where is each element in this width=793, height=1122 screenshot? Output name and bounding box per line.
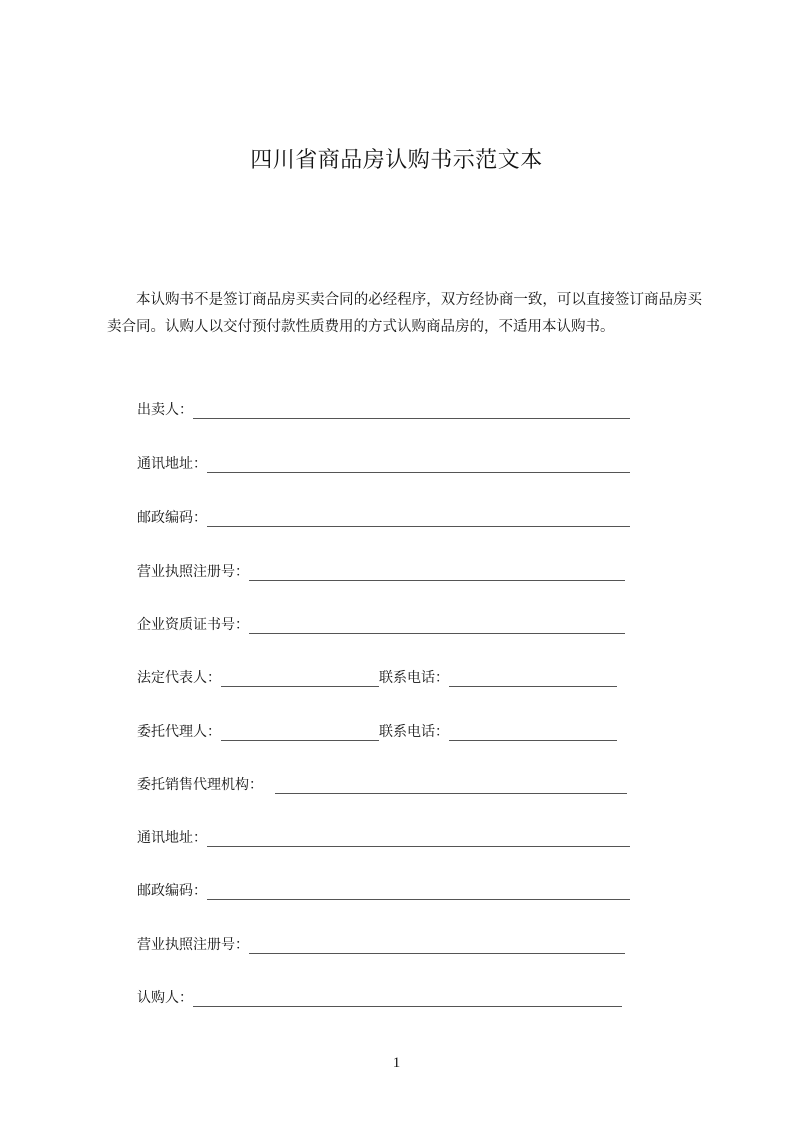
input-line-agent-phone[interactable] (449, 724, 617, 741)
label-agency-postcode: 邮政编码： (137, 883, 207, 899)
intro-paragraph (107, 287, 702, 341)
input-line-legal-rep[interactable] (221, 670, 379, 687)
field-seller (137, 397, 630, 419)
label-agency-address: 通讯地址： (137, 830, 207, 846)
field-agency-license (137, 932, 625, 954)
label-seller-license: 营业执照注册号： (137, 564, 249, 580)
field-agency-address (137, 825, 630, 847)
label-seller-qualification: 企业资质证书号： (137, 617, 249, 633)
intro-text: 本认购书不是签订商品房买卖合同的必经程序，双方经协商一致，可以直接签订商品房买卖合同。认购人以交付预付款性质费用的方式认购商品房的，不适用本认购书。 (107, 292, 702, 335)
field-legal-rep (137, 665, 617, 687)
page-number: 1 (392, 1055, 401, 1071)
input-line-sales-agency[interactable] (275, 777, 627, 794)
input-line-seller-license[interactable] (249, 564, 625, 581)
label-agency-license: 营业执照注册号： (137, 937, 249, 953)
label-agent: 委托代理人： (137, 724, 221, 740)
label-sales-agency: 委托销售代理机构： (137, 777, 263, 793)
input-line-agent[interactable] (221, 724, 379, 741)
label-legal-rep-phone: 联系电话： (379, 670, 449, 686)
input-line-seller-address[interactable] (207, 456, 630, 473)
label-agent-phone: 联系电话： (379, 724, 449, 740)
input-line-seller[interactable] (193, 402, 630, 419)
field-seller-license (137, 559, 625, 581)
label-buyer: 认购人： (137, 990, 193, 1006)
field-seller-postcode (137, 505, 630, 527)
label-seller: 出卖人： (137, 402, 193, 418)
input-line-legal-rep-phone[interactable] (449, 670, 617, 687)
field-agent (137, 719, 617, 741)
label-seller-address: 通讯地址： (137, 456, 207, 472)
document-title: 四川省商品房认购书示范文本 (250, 148, 543, 173)
input-line-seller-qualification[interactable] (249, 617, 625, 634)
field-buyer (137, 985, 622, 1007)
field-sales-agency (137, 772, 627, 794)
field-seller-qualification (137, 612, 625, 634)
input-line-agency-license[interactable] (249, 937, 625, 954)
input-line-seller-postcode[interactable] (207, 510, 630, 527)
input-line-agency-postcode[interactable] (207, 883, 630, 900)
field-seller-address (137, 451, 630, 473)
label-legal-rep: 法定代表人： (137, 670, 221, 686)
input-line-agency-address[interactable] (207, 830, 630, 847)
label-seller-postcode: 邮政编码： (137, 510, 207, 526)
field-agency-postcode (137, 878, 630, 900)
input-line-buyer[interactable] (193, 990, 622, 1007)
